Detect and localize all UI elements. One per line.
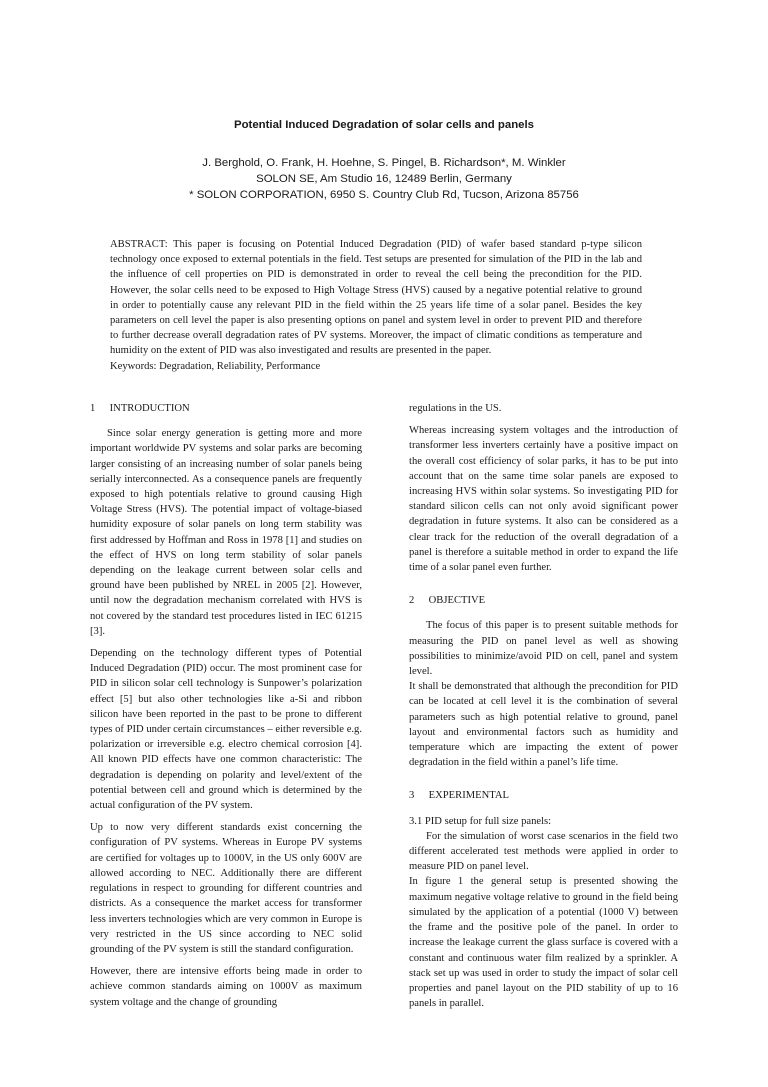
- author-names: J. Berghold, O. Frank, H. Hoehne, S. Pingel, B. Richardson*, M. Winkler: [202, 157, 566, 169]
- affiliation-secondary: * SOLON CORPORATION, 6950 S. Country Club Rd, Tucson, Arizona 85756: [189, 189, 579, 201]
- section-number: 1: [90, 403, 96, 414]
- paper-title: Potential Induced Degradation of solar cells and panels: [233, 119, 535, 131]
- abstract: [110, 237, 642, 374]
- left-column: [90, 401, 362, 1010]
- intro-paragraph-1: Since solar energy generation is getting more and more important worldwide PV systems and solar parks are becoming larger consisting of an increasing number of solar panels being serially interconnected. As a consequence panels are frequently exposed to high potentials relative to ground causing High Voltage Stress (HVS). The potential impact of voltage-biased humidity exposure of solar panels on long term stability was first addressed by Hoffman and Ross in 1978 [1] and studies on the effect of HVS on long term stability of solar panels depending on the leakage current between solar cells and ground have been published by NREL in 2005 [2]. However, until now the degradation mechanism correlated with HVS is not covered by the standard test procedures listed in IEC 61215 [3].: [90, 428, 362, 637]
- author-block: [0, 155, 768, 203]
- affiliation-primary: SOLON SE, Am Studio 16, 12489 Berlin, Germany: [256, 173, 512, 185]
- abstract-text: ABSTRACT: This paper is focusing on Potential Induced Degradation (PID) of wafer based standard p-type silicon technology once exposed to external potentials in the field. Test setups are presented for simulation of the PID in the lab and the influence of cell properties on PID is demonstrated in order to reveal the cell being the precondition for the PID. However, the solar cells need to be exposed to High Voltage Stress (HVS) caused by a negative potential relative to ground in order to potentially cause any relevant PID in the field within the 25 years life time of a solar panel. Besides the key parameters on cell level the paper is also presenting options on panel and system level in order to prevent PID and therefore to further decrease overall degradation rates of PV systems. Moreover, the impact of climatic conditions as temperature and humidity on the extent of PID was also investigated and results are presented in the paper.: [110, 239, 642, 357]
- section-heading-objective: [409, 593, 678, 608]
- intro-paragraph-4-continued: regulations in the US.: [409, 403, 502, 414]
- keywords: Keywords: Degradation, Reliability, Performance: [110, 360, 321, 372]
- objective-paragraph-2: It shall be demonstrated that although the precondition for PID can be located at cell level it is the combination of several parameters such as high potential relative to ground, panel layout and environmental factors such as humidity and temperature which are impacting the extent of power degradation in the field within a panel’s life time.: [409, 681, 678, 769]
- intro-paragraph-5: Whereas increasing system voltages and the introduction of transformer less inverters certainly have a positive impact on the overall cost efficiency of solar parks, it has to be put into account that on the same time solar panels are exposed to increasing HVS within solar systems. So investigating PID for standard silicon cells can not only avoid significant power degradation in future systems. It also can be considered as a clear track for the reduction of the overall degradation of a panel is therefore a suitable method in order to expand the life time of a solar panel even further.: [409, 425, 678, 574]
- section-heading-experimental: [409, 788, 678, 803]
- section-title: INTRODUCTION: [109, 403, 190, 414]
- section-title: OBJECTIVE: [428, 595, 486, 607]
- section-number: 3: [409, 790, 415, 802]
- right-column: [409, 401, 678, 1011]
- subsection-heading: 3.1 PID setup for full size panels:: [409, 815, 552, 827]
- intro-paragraph-3: Up to now very different standards exist concerning the configuration of PV systems. Whereas in Europe PV systems are certified for voltages up to 1000V, in the US only 600V are allowed according to NEC. Additionally there are different regulations in respect to grounding for different countries and districts. As a consequence the market access for transformer less inverters technologies which are very common in Europe is very restricted in the US since according to NEC solid grounding of the PV system is still the standard configuration.: [90, 822, 362, 955]
- intro-paragraph-4: However, there are intensive efforts being made in order to achieve common standards aiming on 1000V as maximum system voltage and the change of grounding: [90, 966, 362, 1008]
- intro-paragraph-2: Depending on the technology different types of Potential Induced Degradation (PID) occur. The most prominent case for PID in silicon solar cell technology is Sunpower’s polarization effect [5] but also other technologies like a-Si and ribbon silicon have been reported in the past to be prone to different types of PID under certain circumstances – either reversible e.g. polarization or irreversible e.g. electro chemical corrosion [4]. All known PID effects have one common characteristic: The degradation is depending on polarity and level/extent of the potential between cell and ground which is determined by the actual configuration of the PV system.: [90, 648, 362, 812]
- experimental-paragraph-1: For the simulation of worst case scenarios in the field two different accelerated test methods were applied in order to measure PID on panel level.: [409, 830, 678, 873]
- experimental-paragraph-2: In figure 1 the general setup is presented showing the maximum negative voltage relative to ground in the field being simulated by the application of a potential (1000 V) between the frame and the positive pole of the panel. In order to increase the leakage current the glass surface is covered with a constant and continuous water film realized by a sprinkler. A stack set up was used in order to study the impact of solar cell properties and panel layout on the PID stability of up to 16 panels in parallel.: [409, 876, 678, 1010]
- section-title: EXPERIMENTAL: [428, 790, 510, 802]
- section-number: 2: [409, 595, 415, 607]
- section-heading-introduction: [90, 401, 362, 416]
- objective-paragraph-1: The focus of this paper is to present suitable methods for measuring the PID on panel level as well as showing possibilities to minimize/avoid PID on cell, panel and system level.: [409, 620, 678, 678]
